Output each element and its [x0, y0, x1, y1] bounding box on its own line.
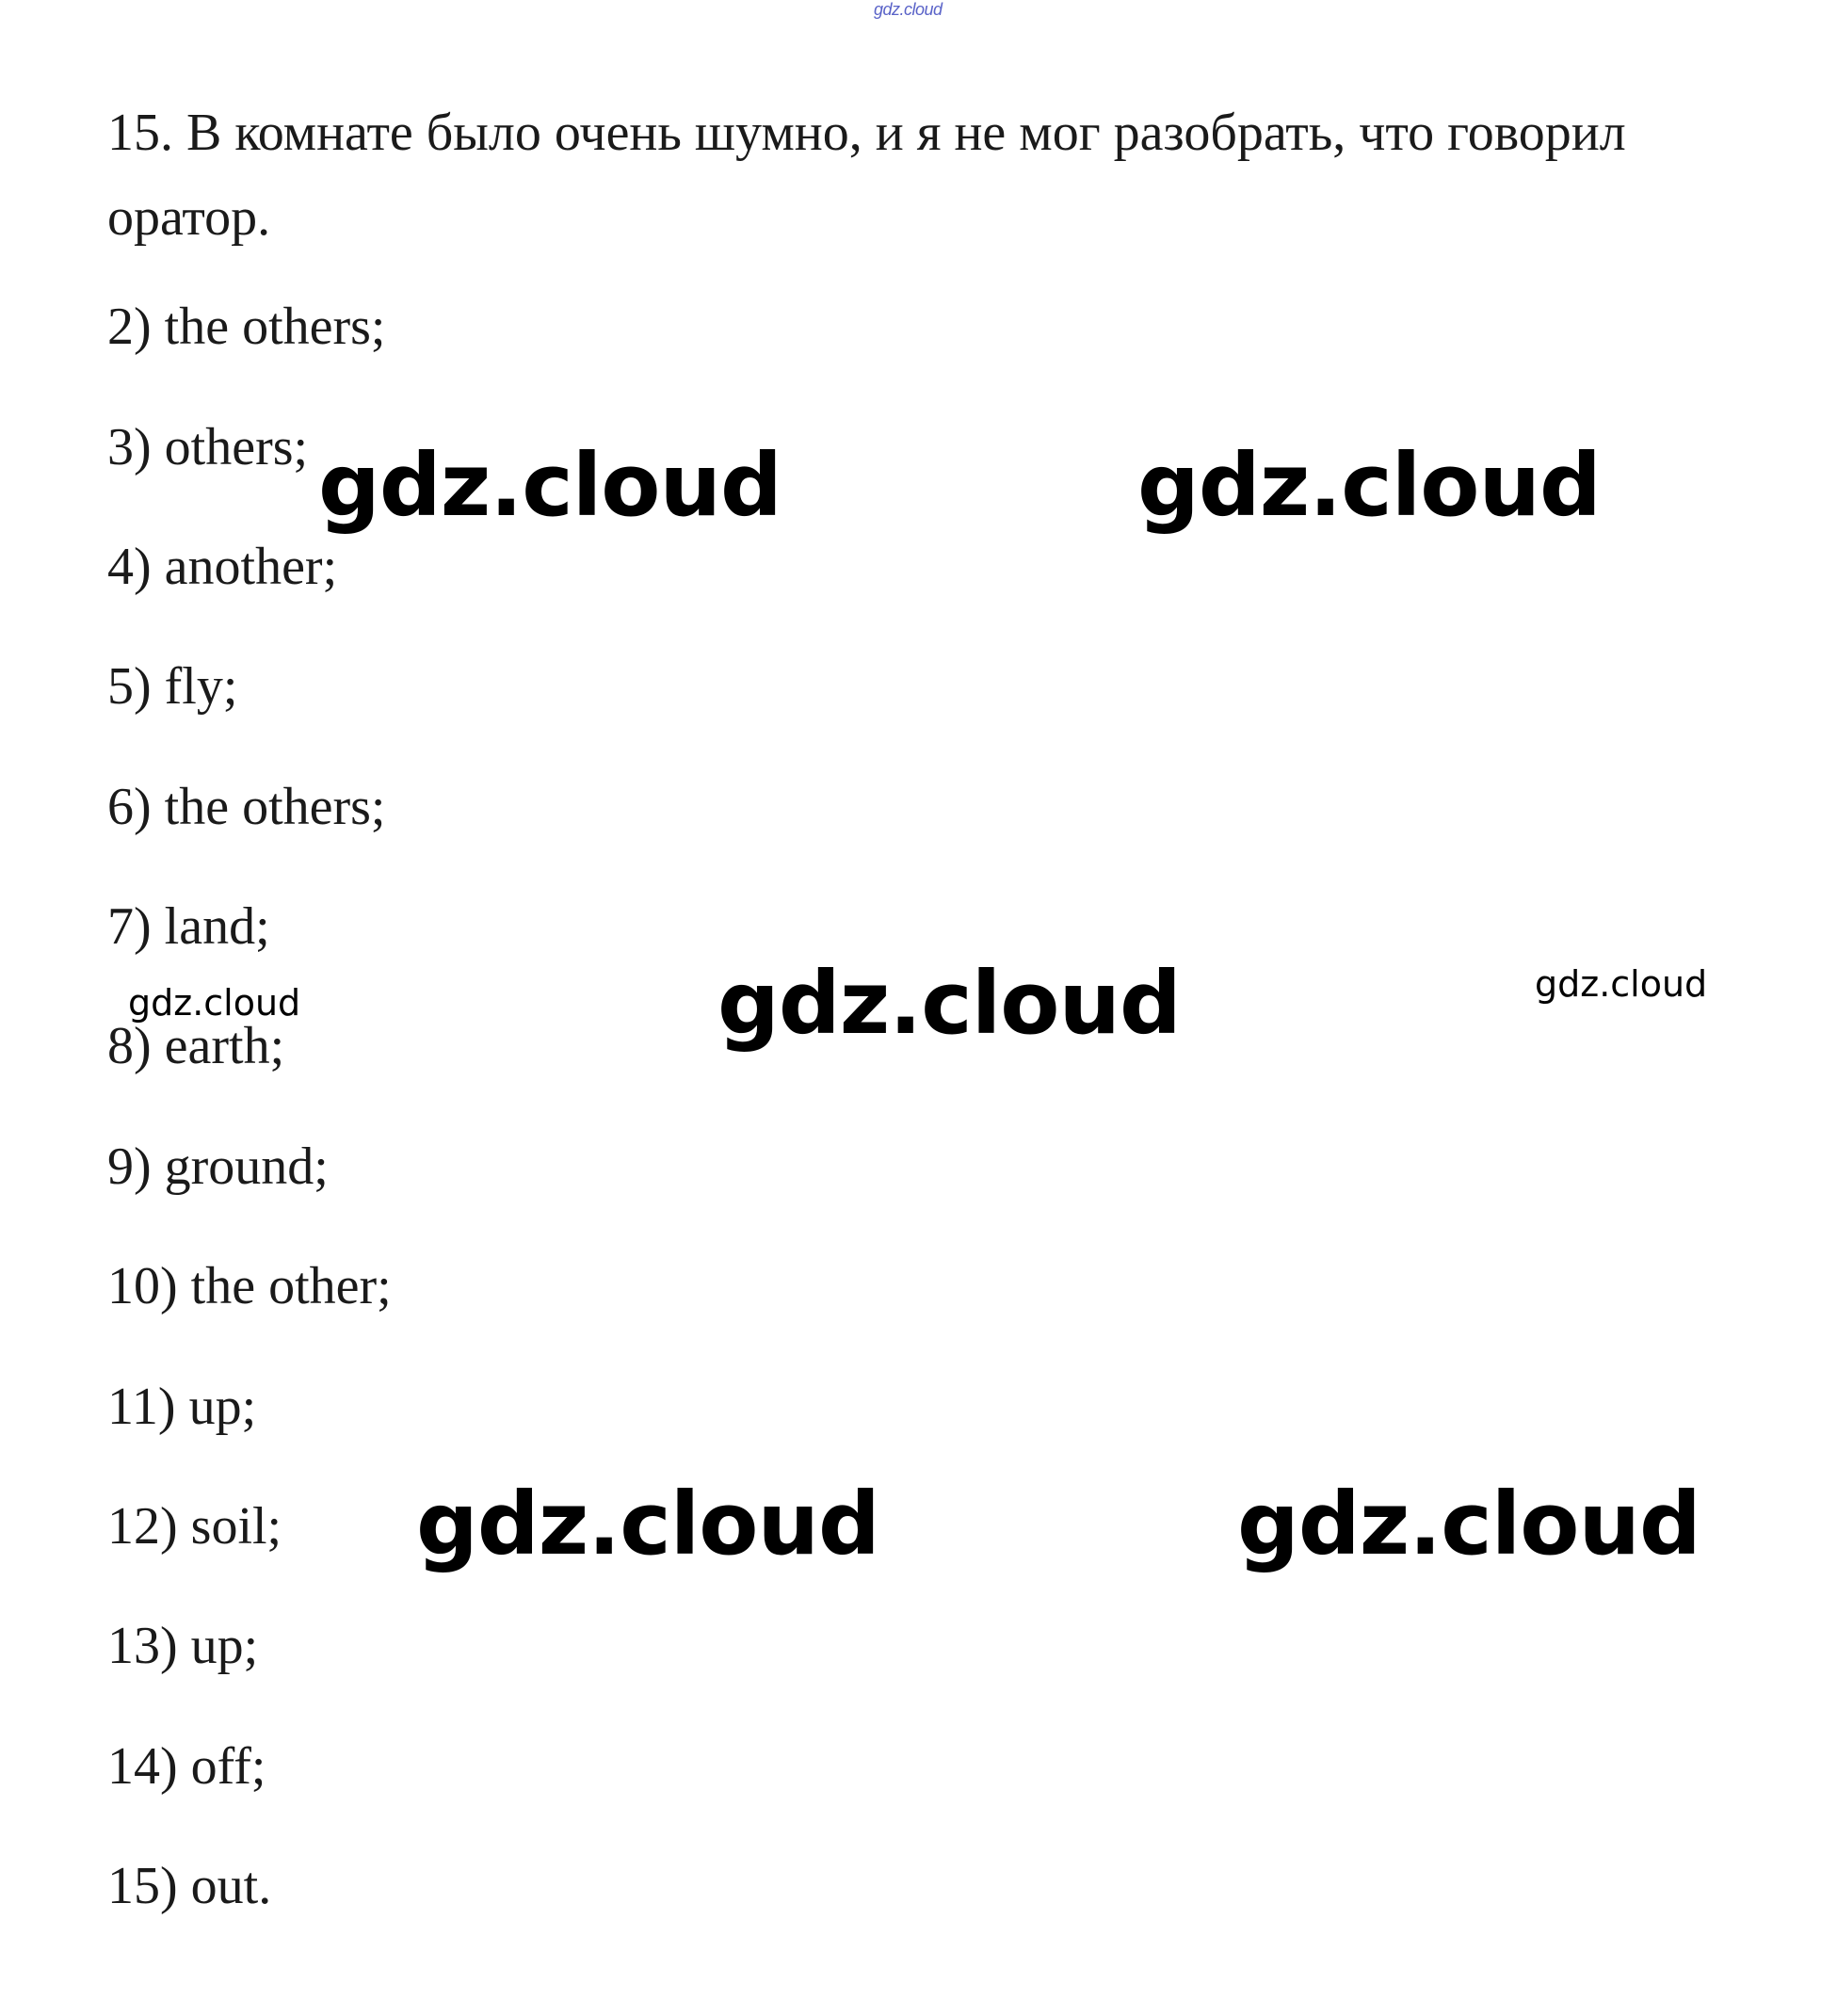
- answer-item: 2) the others;: [107, 298, 386, 356]
- watermark: gdz.cloud: [128, 982, 301, 1024]
- answer-item: 8) earth;: [107, 1017, 285, 1075]
- answer-item: 5) fly;: [107, 657, 238, 716]
- answer-item: 13) up;: [107, 1617, 259, 1675]
- watermark: gdz.cloud: [416, 1474, 879, 1574]
- answer-item: 12) soil;: [107, 1497, 282, 1556]
- task-sentence: 15. В комнате было очень шумно, и я не мог разобрать, что говорил оратор.: [107, 104, 1626, 247]
- watermark: gdz.cloud: [1535, 963, 1708, 1005]
- watermark: gdz.cloud: [717, 953, 1181, 1054]
- answer-item: 7) land;: [107, 897, 270, 956]
- watermark: gdz.cloud: [318, 435, 782, 536]
- answer-item: 4) another;: [107, 538, 338, 596]
- answer-item: 6) the others;: [107, 778, 386, 836]
- answer-item: 3) others;: [107, 418, 309, 476]
- header-watermark: gdz.cloud: [874, 0, 943, 19]
- answer-item: 10) the other;: [107, 1257, 392, 1315]
- watermark: gdz.cloud: [1137, 435, 1601, 536]
- watermark: gdz.cloud: [1237, 1474, 1700, 1574]
- answer-item: 9) ground;: [107, 1137, 329, 1196]
- answer-item: 11) up;: [107, 1378, 257, 1436]
- answer-item: 15) out.: [107, 1857, 272, 1915]
- answer-item: 14) off;: [107, 1737, 266, 1796]
